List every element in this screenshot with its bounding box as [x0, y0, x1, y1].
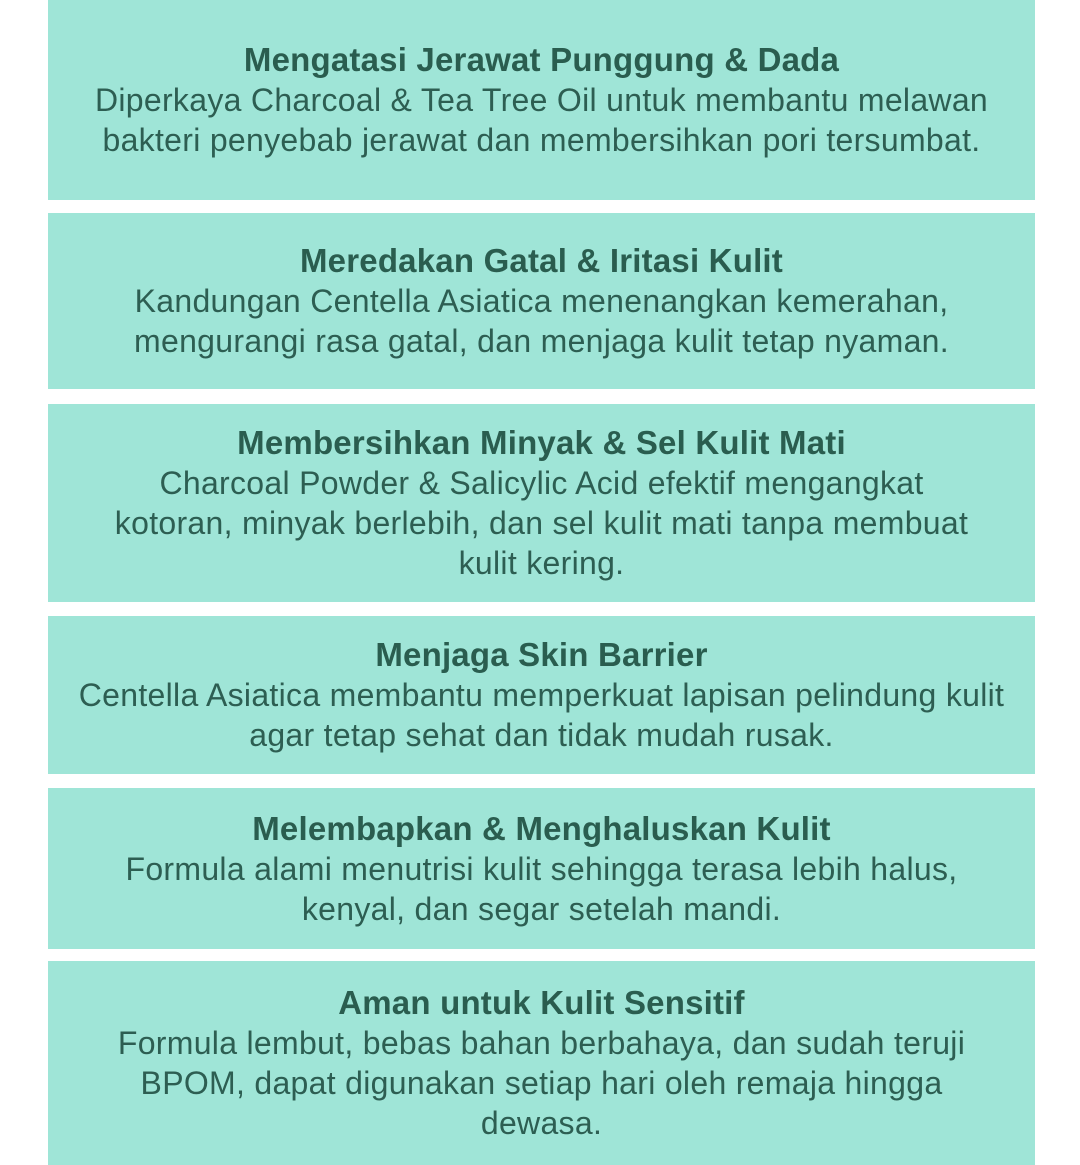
benefit-description: Charcoal Powder & Salicylic Acid efektif mengangkat kotoran, minyak berlebih, dan sel kulit mati tanpa membuat kulit kering.	[114, 465, 969, 581]
benefit-card-skin-barrier	[48, 616, 1035, 774]
benefit-title: Meredakan Gatal & Iritasi Kulit	[299, 242, 783, 279]
benefit-title: Menjaga Skin Barrier	[375, 636, 708, 673]
benefit-card-oil-cleansing	[48, 404, 1035, 602]
benefit-card-sensitive-skin	[48, 961, 1035, 1165]
benefit-description: Formula lembut, bebas bahan berbahaya, dan sudah teruji BPOM, dapat digunakan setiap hari oleh remaja hingga dewasa.	[117, 1025, 966, 1141]
benefit-description: Diperkaya Charcoal & Tea Tree Oil untuk membantu melawan bakteri penyebab jerawat dan membersihkan pori tersumbat.	[94, 82, 989, 158]
benefit-title: Mengatasi Jerawat Punggung & Dada	[243, 41, 840, 78]
benefit-card-moisturizing	[48, 788, 1035, 949]
benefit-description: Centella Asiatica membantu memperkuat lapisan pelindung kulit agar tetap sehat dan tidak mudah rusak.	[78, 677, 1005, 753]
benefit-title: Melembapkan & Menghaluskan Kulit	[252, 809, 831, 847]
benefit-card-itch-relief	[48, 213, 1035, 389]
benefit-title: Membersihkan Minyak & Sel Kulit Mati	[237, 424, 846, 461]
benefit-description: Formula alami menutrisi kulit sehingga terasa lebih halus, kenyal, dan segar setelah mandi.	[125, 850, 958, 927]
benefit-title: Aman untuk Kulit Sensitif	[338, 984, 745, 1021]
benefit-card-back-acne	[48, 0, 1035, 200]
benefit-description: Kandungan Centella Asiatica menenangkan kemerahan, mengurangi rasa gatal, dan menjaga kulit tetap nyaman.	[134, 283, 949, 359]
